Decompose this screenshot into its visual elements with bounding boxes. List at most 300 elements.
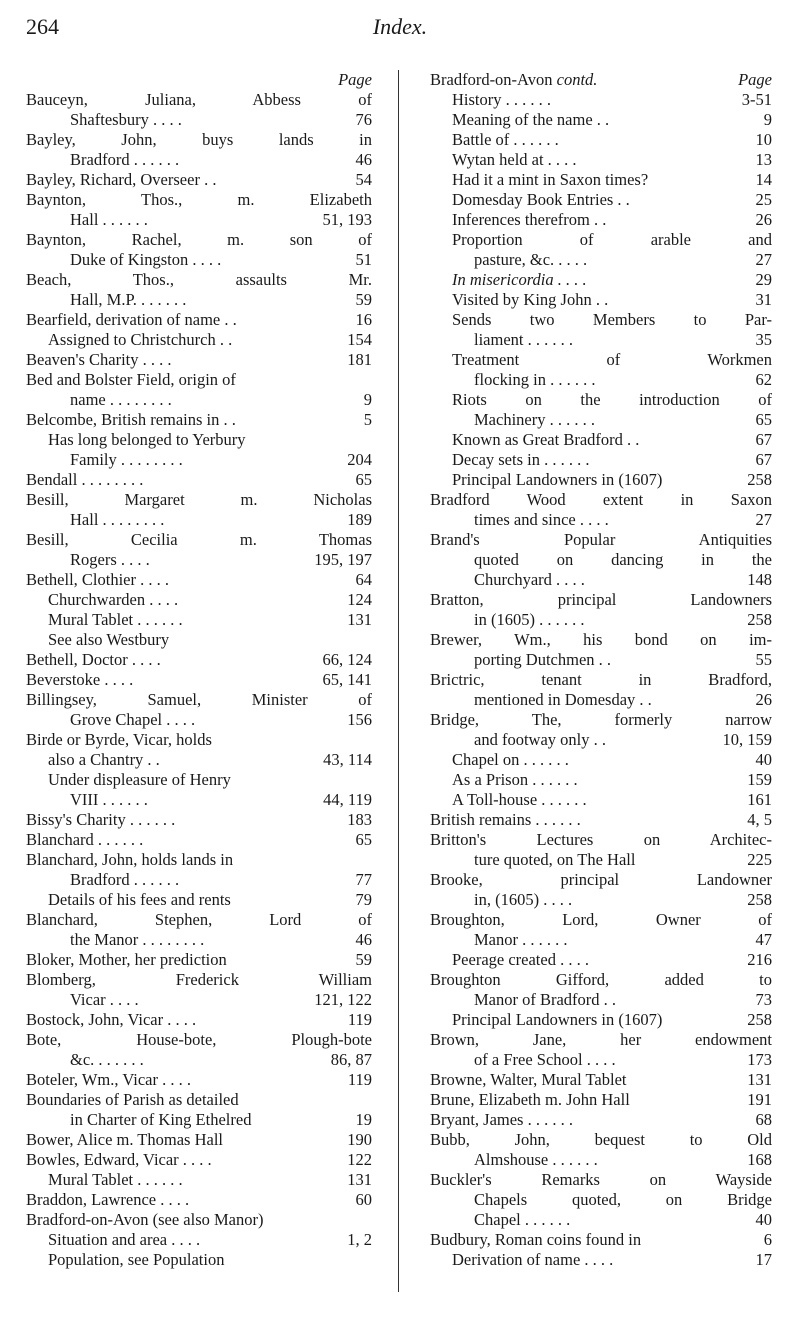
entry-text: Derivation of name . . . . [452,1250,614,1269]
page-reference: 59 [353,950,373,970]
page-reference: 62 [753,370,773,390]
page-reference: 66, 124 [320,650,373,670]
entry-text: Battle of . . . . . . [452,130,559,149]
entry-text: Population, see Population [48,1250,225,1269]
entry-line [430,790,772,810]
entry-text: In misericordia . . . . [452,270,587,289]
entry-text: Principal Landowners in (1607) [452,470,663,489]
index-entry [26,970,372,1010]
entry-text: Bradford Wood extent in Saxon [430,490,772,509]
entry-text: Buckler's Remarks on Wayside [430,1170,772,1189]
page-reference: 64 [353,570,373,590]
entry-line [26,530,372,550]
entry-text: Bowles, Edward, Vicar . . . . [26,1150,212,1169]
index-entry [26,830,372,850]
page-reference: 131 [344,1170,372,1190]
entry-line [430,110,772,130]
entry-text: porting Dutchmen . . [474,650,612,669]
entry-line [430,1110,772,1130]
entry-line [26,150,372,170]
entry-text: Under displeasure of Henry [48,770,231,789]
entry-line [430,630,772,650]
entry-line [26,1250,372,1270]
entry-text: Domesday Book Entries . . [452,190,630,209]
entry-line [26,190,372,210]
entry-text: Visited by King John . . [452,290,609,309]
entry-text: ture quoted, on The Hall [474,850,636,869]
page-reference: 10, 159 [720,730,773,750]
page-reference: 258 [744,1010,772,1030]
entry-line [26,830,372,850]
index-entry [26,130,372,170]
page-reference: 183 [344,810,372,830]
entry-text: See also Westbury [48,630,170,649]
index-entry [26,350,372,370]
entry-line [430,990,772,1010]
entry-text: VIII . . . . . . [70,790,148,809]
entry-line [26,650,372,670]
entry-line [430,710,772,730]
entry-line [430,1030,772,1050]
entry-line [26,1150,372,1170]
entry-line [430,470,772,490]
page-reference: 154 [344,330,372,350]
page-reference: 68 [753,1110,773,1130]
index-entry [26,730,372,810]
entry-text: Bethell, Clothier . . . . [26,570,169,589]
entry-line [26,1090,372,1110]
entry-text: Blanchard, Stephen, Lord of [26,910,372,929]
entry-line [26,1030,372,1050]
entry-text: Family . . . . . . . . [70,450,183,469]
page-reference: 17 [753,1250,773,1270]
entry-line [26,290,372,310]
entry-text: Bethell, Doctor . . . . [26,650,161,669]
page-reference: 190 [344,1130,372,1150]
index-entry [26,650,372,670]
entry-line [430,290,772,310]
page-reference: 51 [353,250,373,270]
entry-text: Beach, Thos., assaults Mr. [26,270,372,289]
entry-text: name . . . . . . . . [70,390,172,409]
entry-line [430,390,772,410]
entry-text: Broughton, Lord, Owner of [430,910,772,929]
page-reference: 43, 114 [320,750,372,770]
index-entries [430,90,772,1270]
page-reference: 225 [744,850,772,870]
entry-line [26,770,372,790]
index-entry [430,1130,772,1170]
page-reference: 173 [744,1050,772,1070]
entry-line [26,1050,372,1070]
index-entry [26,530,372,570]
index-entry [26,910,372,950]
entry-text: Hall . . . . . . . . [70,510,165,529]
entry-line [430,890,772,910]
entry-line [26,170,372,190]
entry-text: and footway only . . [474,730,606,749]
entry-text: Bote, House-bote, Plough-bote [26,1030,372,1049]
entry-line [26,630,372,650]
entry-text: Birde or Byrde, Vicar, holds [26,730,212,749]
index-entry [430,450,772,470]
entry-line [430,90,772,110]
page-reference: 77 [353,870,373,890]
page-reference: 5 [361,410,372,430]
entry-line [430,270,772,290]
entry-text: Meaning of the name . . [452,110,610,129]
entry-line [26,310,372,330]
index-entries [26,90,372,1270]
index-entry [430,130,772,150]
index-entry [26,810,372,830]
index-column-right [430,70,772,1270]
entry-line [26,1230,372,1250]
entry-line [430,750,772,770]
index-entry [430,350,772,390]
index-entry [430,270,772,290]
entry-text: liament . . . . . . [474,330,573,349]
page-reference: 26 [753,210,773,230]
entry-line [26,350,372,370]
index-entry [26,950,372,970]
page-reference: 19 [353,1110,373,1130]
page-reference: 55 [753,650,773,670]
entry-line [26,410,372,430]
entry-line [430,930,772,950]
entry-text: mentioned in Domesday . . [474,690,652,709]
continued-heading [430,70,772,90]
entry-text: Bayley, Richard, Overseer . . [26,170,217,189]
entry-line [430,1170,772,1190]
entry-text: Chapel . . . . . . [474,1210,571,1229]
page-reference: 14 [753,170,773,190]
page-reference: 65 [753,410,773,430]
page-reference: 44, 119 [320,790,372,810]
index-entry [430,1070,772,1090]
entry-text: Bauceyn, Juliana, Abbess of [26,90,372,109]
entry-text: Churchyard . . . . [474,570,585,589]
entry-line [26,610,372,630]
page-number: 264 [26,14,59,39]
entry-text: Almshouse . . . . . . [474,1150,598,1169]
page-reference: 156 [344,710,372,730]
page-reference: 40 [753,750,773,770]
page-reference: 47 [753,930,773,950]
index-entry [430,670,772,710]
index-entry [26,470,372,490]
entry-text: Bissy's Charity . . . . . . [26,810,176,829]
entry-line [430,430,772,450]
index-entry [26,490,372,530]
entry-text: Grove Chapel . . . . [70,710,196,729]
page-reference: 122 [344,1150,372,1170]
entry-line [430,670,772,690]
continued-heading-text: Bradford-on-Avon [430,70,553,89]
entry-line [430,230,772,250]
entry-text: quoted on dancing in the [474,550,772,569]
entry-line [26,710,372,730]
entry-text: Details of his fees and rents [48,890,231,909]
entry-line [430,1230,772,1250]
entry-text: Bradford-on-Avon (see also Manor) [26,1210,264,1229]
entry-text: Principal Landowners in (1607) [452,1010,663,1029]
entry-line [430,610,772,630]
entry-text: Brown, Jane, her endowment [430,1030,772,1049]
page-reference: 67 [753,450,773,470]
entry-line [26,230,372,250]
page-reference: 10 [753,130,773,150]
entry-line [26,1170,372,1190]
entry-line [430,1010,772,1030]
entry-line [26,670,372,690]
entry-line [26,910,372,930]
page-reference: 258 [744,610,772,630]
entry-text: Mural Tablet . . . . . . [48,1170,183,1189]
index-entry [430,830,772,870]
page-reference: 9 [361,390,372,410]
page-reference: 79 [353,890,373,910]
index-entry [26,1090,372,1130]
entry-line [26,590,372,610]
index-entry [26,170,372,190]
page-column-label: Page [735,70,772,90]
entry-line [26,690,372,710]
index-entry [430,190,772,210]
page-reference: 191 [744,1090,772,1110]
entry-line [26,1210,372,1230]
entry-text: also a Chantry . . [48,750,160,769]
entry-line [26,890,372,910]
page-reference: 29 [753,270,773,290]
entry-line [26,810,372,830]
entry-text: Duke of Kingston . . . . [70,250,222,269]
entry-line [430,650,772,670]
index-entry [26,230,372,270]
page-reference: 195, 197 [311,550,372,570]
page-reference: 6 [761,1230,772,1250]
entry-text: Chapels quoted, on Bridge [474,1190,772,1209]
index-entry [26,1030,372,1070]
entry-text: Riots on the introduction of [452,390,772,409]
page-reference: 189 [344,510,372,530]
page-reference: 27 [753,250,773,270]
entry-line [430,170,772,190]
entry-text: Bendall . . . . . . . . [26,470,144,489]
entry-line [430,950,772,970]
entry-line [26,1110,372,1130]
index-entry [430,710,772,810]
entry-text: Bower, Alice m. Thomas Hall [26,1130,224,1149]
index-entry [26,90,372,130]
entry-text: A Toll-house . . . . . . [452,790,587,809]
page-reference: 65 [353,470,373,490]
index-entry [430,290,772,310]
page-reference: 35 [753,330,773,350]
entry-text: Browne, Walter, Mural Tablet [430,1070,627,1089]
entry-line [430,130,772,150]
page-reference: 159 [744,770,772,790]
entry-text: Bratton, principal Landowners [430,590,772,609]
page-reference: 27 [753,510,773,530]
entry-line [26,250,372,270]
entry-line [26,110,372,130]
index-entry [430,230,772,270]
entry-text: &c. . . . . . . [70,1050,144,1069]
page-header [26,14,774,44]
index-entry [430,490,772,530]
entry-line [430,910,772,930]
entry-line [430,590,772,610]
page-column-label: Page [338,70,372,89]
entry-text: Sends two Members to Par- [452,310,772,329]
entry-line [26,90,372,110]
entry-line [26,750,372,770]
entry-text: Baynton, Rachel, m. son of [26,230,372,249]
entry-text: Besill, Margaret m. Nicholas [26,490,372,509]
entry-text: Boundaries of Parish as detailed [26,1090,239,1109]
entry-text: Assigned to Christchurch . . [48,330,233,349]
index-entry [430,1170,772,1230]
entry-line [430,370,772,390]
entry-line [26,510,372,530]
entry-text: pasture, &c. . . . . [474,250,588,269]
page-reference: 31 [753,290,773,310]
entry-text: in, (1605) . . . . [474,890,573,909]
page-reference: 13 [753,150,773,170]
entry-text: Brune, Elizabeth m. John Hall [430,1090,630,1109]
entry-text: Bearfield, derivation of name . . [26,310,237,329]
entry-line [430,350,772,370]
page-reference: 131 [744,1070,772,1090]
entry-line [430,830,772,850]
index-entry [26,1190,372,1210]
entry-line [430,310,772,330]
entry-text: Mural Tablet . . . . . . [48,610,183,629]
entry-line [430,1070,772,1090]
entry-text: flocking in . . . . . . [474,370,596,389]
entry-line [430,530,772,550]
index-entry [430,1090,772,1110]
entry-text: Bloker, Mother, her prediction [26,950,227,969]
entry-text: Inferences therefrom . . [452,210,607,229]
index-entry [430,390,772,430]
entry-text: Situation and area . . . . [48,1230,201,1249]
index-entry [430,970,772,1030]
entry-line [430,570,772,590]
entry-text: Bayley, John, buys lands in [26,130,372,149]
index-entry [430,1230,772,1270]
index-entry [430,150,772,170]
index-entry [430,910,772,970]
index-entry [430,430,772,450]
entry-text: Bradford . . . . . . [70,150,180,169]
index-entry [430,590,772,630]
page-reference: 46 [353,930,373,950]
page-reference: 124 [344,590,372,610]
entry-text: Boteler, Wm., Vicar . . . . [26,1070,191,1089]
index-entry [26,570,372,650]
entry-text: Brewer, Wm., his bond on im- [430,630,772,649]
entry-text: Decay sets in . . . . . . [452,450,590,469]
entry-text: History . . . . . . [452,90,551,109]
index-entry [26,1210,372,1270]
page-reference: 16 [353,310,373,330]
entry-text: British remains . . . . . . [430,810,581,829]
entry-text: Vicar . . . . [70,990,139,1009]
index-entry [430,90,772,110]
index-entry [26,690,372,730]
entry-line [26,990,372,1010]
entry-text: Rogers . . . . [70,550,150,569]
entry-line [26,490,372,510]
entry-text: Had it a mint in Saxon times? [452,170,649,189]
page-reference: 161 [744,790,772,810]
entry-line [430,1150,772,1170]
entry-text: Bubb, John, bequest to Old [430,1130,772,1149]
entry-line [430,770,772,790]
index-entry [26,1070,372,1090]
continued-heading-suffix: contd. [556,70,598,89]
index-entry [430,210,772,230]
index-entry [430,630,772,670]
entry-text: Billingsey, Samuel, Minister of [26,690,372,709]
page-reference: 46 [353,150,373,170]
index-entry [430,530,772,590]
entry-text: in Charter of King Ethelred [70,1110,252,1129]
index-entry [26,1150,372,1190]
entry-line [26,330,372,350]
page-reference: 119 [345,1010,372,1030]
page-reference: 1, 2 [344,1230,372,1250]
entry-line [26,1130,372,1150]
entry-text: Brictric, tenant in Bradford, [430,670,772,689]
page-reference: 26 [753,690,773,710]
page-reference: 3-51 [739,90,772,110]
entry-line [430,870,772,890]
entry-line [430,410,772,430]
index-entry [26,850,372,910]
entry-line [26,850,372,870]
entry-text: Churchwarden . . . . [48,590,179,609]
entry-text: Shaftesbury . . . . [70,110,182,129]
running-title: Index. [372,14,428,39]
page-reference: 65, 141 [320,670,373,690]
entry-text: Budbury, Roman coins found in [430,1230,642,1249]
column-divider [398,70,399,1292]
page-reference: 40 [753,1210,773,1230]
entry-line [26,730,372,750]
index-entry [26,1130,372,1150]
entry-line [430,1090,772,1110]
entry-text: Braddon, Lawrence . . . . [26,1190,190,1209]
entry-line [26,470,372,490]
entry-text: Beaven's Charity . . . . [26,350,172,369]
entry-text: Brooke, principal Landowner [430,870,772,889]
entry-text: Hall, M.P. . . . . . . [70,290,187,309]
page-reference: 131 [344,610,372,630]
entry-text: Machinery . . . . . . [474,410,595,429]
entry-line [26,450,372,470]
entry-text: Belcombe, British remains in . . [26,410,236,429]
index-entry [430,110,772,130]
index-entry [430,1110,772,1130]
entry-line [26,790,372,810]
entry-line [430,850,772,870]
entry-line [26,210,372,230]
index-entry [26,270,372,310]
entry-text: the Manor . . . . . . . . [70,930,205,949]
